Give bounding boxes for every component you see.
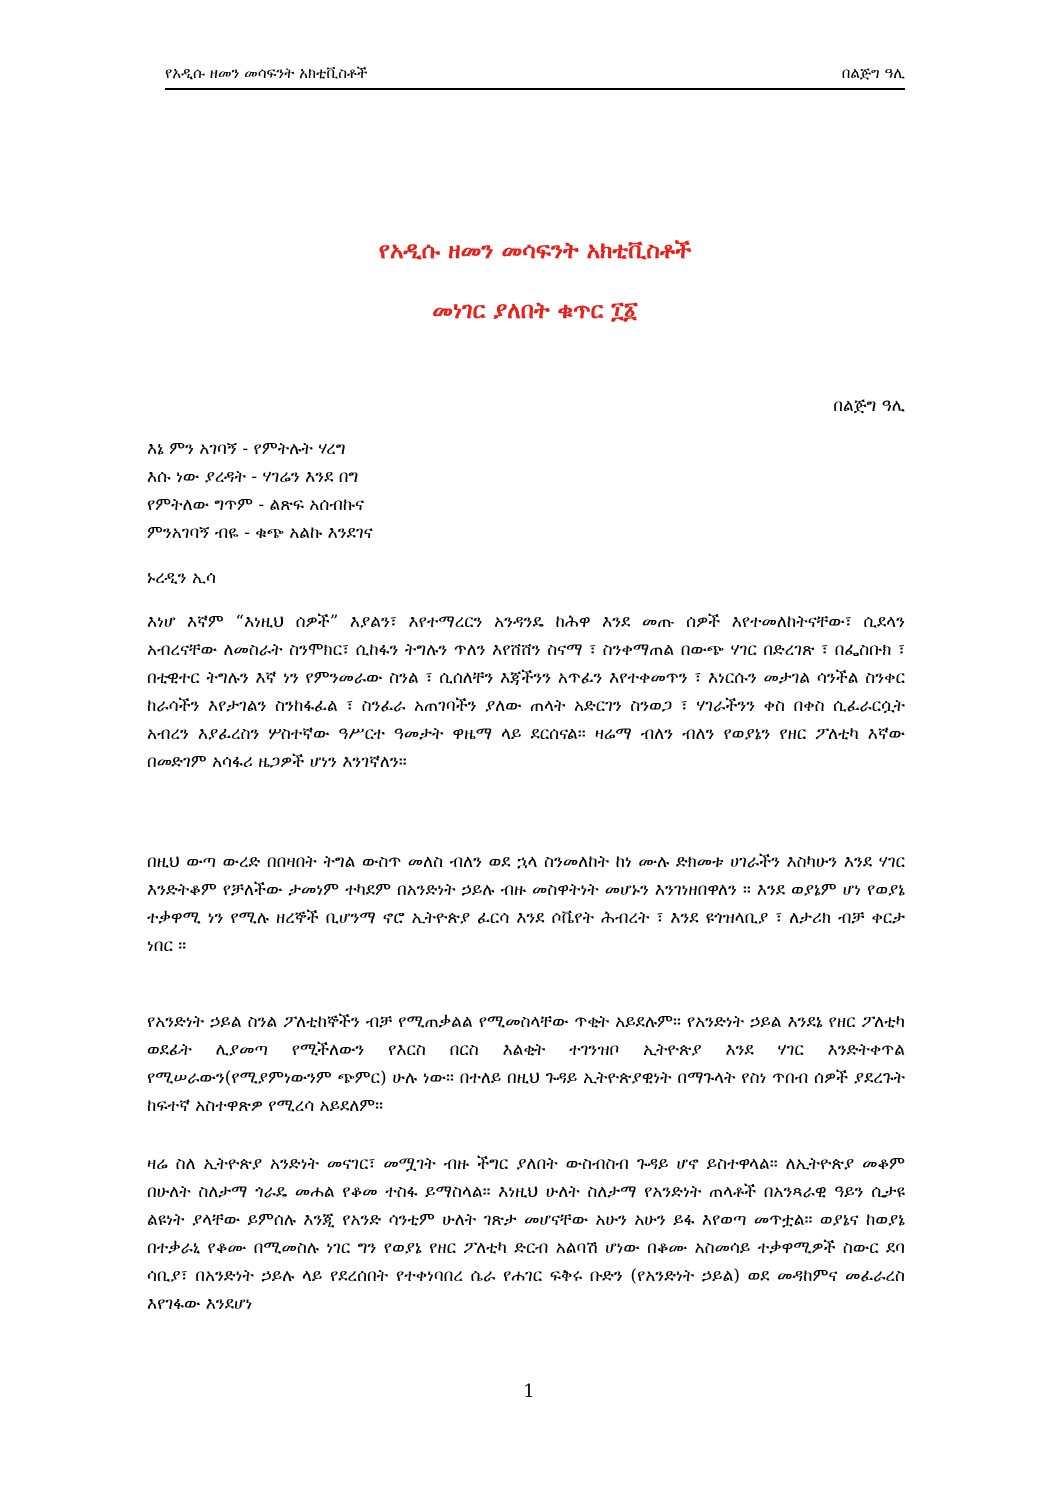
body-paragraph: በዚህ ውጣ ውረድ በበዛበት ትግል ውስጥ መለስ ብለን ወደ ኋላ ስንመለከት ከነ ሙሉ ድክመቱ ሀገራችን እስካሁን እንደ ሃገር እንድትቆም የቻለችው ታመነም ተካደም በአንድነት ኃይሉ ብዙ መስዋትነት መሆኑን እንገነዘበዋለን ። እንደ ወያኔም ሆነ የወያኔ ተቃዋሚ ነን የሚሉ ዘረኞች ቢሆንማ ኖሮ ኢትዮጵያ ፈርሳ እንደ ሶቬየት ሕብረት ፣ እንደ ዩጎዝላቢያ ፣ ለታሪክ ብቻ ቀርታ ነበር ። <box>147 852 905 956</box>
document-subtitle: መነገር ያለበት ቁጥር ፲፩ <box>432 297 638 324</box>
page-number: 1 <box>523 1381 535 1402</box>
body-paragraph: እነሆ እኛም “እነዚህ ሰዎች” እያልን፣ እየተማረርን አንዳንዴ ከሕዋ እንደ መጡ ሰዎች እየተመለከትናቸው፣ ሲደላን አብረናቸው ለመስራት ስንሞክር፣ ሲከፋን ትግሉን ጥለን እየሸሸን ስናማ ፣ ስንቀማጠል በውጭ ሃገር በድረገጽ ፣ በፌስቡክ ፣ በቲዊተር ትግሉን እኛ ነን የምንመራው ስንል ፣ ሲሰለቸን እጃችንን አጥፈን እየተቀመጥን ፣ እነርሱን መታገል ሳንችል ስንቀር ከራሳችን እየታገልን ስንከፋፈል ፣ ስንፈራ አጠገባችን ያለው ጠላት አድርገን ስንወጋ ፣ ሃገራችንን ቀስ በቀስ ሲፈራርሷት አብረን እያፈረስን ሦስተኛው ዓሥርተ ዓመታት ዋዜማ ላይ ደርሰናል። ዛሬማ ብለን ብለን የወያኔን የዘር ፖለቲካ እኛው በመድገም አሳፋሪ ዜጋዎች ሆነን እንገኛለን። <box>147 612 905 772</box>
poem-line: እሱ ነው ያረዳት - ሃገሬን እንደ በግ <box>147 467 359 487</box>
poem-stanza <box>147 435 373 547</box>
document-title: የአዲሱ ዘመን መሳፍንት አክቲቪስቶች <box>378 237 692 264</box>
author-byline: በልጅግ ዓሊ <box>833 396 905 416</box>
body-paragraph: ዛሬ ስለ ኢትዮጵያ አንድነት መናገር፣ መሟገት ብዙ ችግር ያለበት ውስብስብ ጉዳይ ሆኖ ይስተዋላል። ለኢትዮጵያ መቆም በሁለት ስለታማ ጎራዴ መሐል የቆመ ተስፋ ይማስላል። እነዚህ ሁለት ስለታማ የአንድነት ጠላቶች በአንጻራዊ ዓይን ሲታዩ ልዩነት ያላቸው ይምሰሉ እንጂ የአንድ ሳንቲም ሁለት ገጽታ መሆናቸው አሁን አሁን ይፋ እየወጣ መጥቷል። ወያኔና ከወያኔ በተቃራኒ የቆሙ በሚመስሉ ነገር ግን የወያኔ የዘር ፖለቲካ ድርብ አልባሽ ሆነው በቆሙ አስመሳይ ተቃዋሚዎች ስውር ደባ ሳቢያ፣ በአንድነት ኃይሉ ላይ የደረሰበት የተቀነባበረ ሴራ የሐገር ፍቅሩ ቡድን (የአንድነት ኃይል) ወደ መዳከምና መፈራረስ እየገፋው እንደሆነ <box>147 1154 905 1314</box>
poem-line: ምንአገባኝ ብዬ - ቁጭ አልኩ እንደገና <box>147 523 373 543</box>
poem-attribution: ኑረዲን ኢሳ <box>147 568 216 588</box>
body-paragraph: የአንድነት ኃይል ስንል ፖለቲከኞችን ብቻ የሚጠቃልል የሚመስላቸው ጥቂት አይደሉም። የአንድነት ኃይል እንደኔ የዘር ፖለቲካ ወደፊት ሊያመጣ የሚችለውን የእርስ በርስ እልቂት ተገንዝቦ ኢትዮጵያ እንደ ሃገር እንድትቀጥል የሚሠራውን(የሚያምነውንም ጭምር) ሁሉ ነው። በተለይ በዚህ ጉዳይ ኢትዮጵያዊነት በማጉላት የስነ ጥበብ ሰዎች ያደረጉት ከፍተኛ አስተዋጽዎ የሚረሳ አይደለም። <box>147 1012 905 1116</box>
header-title: የአዲሱ ዘመን መሳፍንት አክቲቪስቶች <box>165 64 368 82</box>
poem-line: እኔ ምን አገባኝ - የምትሉት ሃረግ <box>147 439 346 459</box>
poem-line: የምትለው ግጥም - ልጽፍ አሰብኩና <box>147 495 365 515</box>
running-header <box>165 62 905 90</box>
header-author: በልጅግ ዓሊ <box>841 64 905 82</box>
